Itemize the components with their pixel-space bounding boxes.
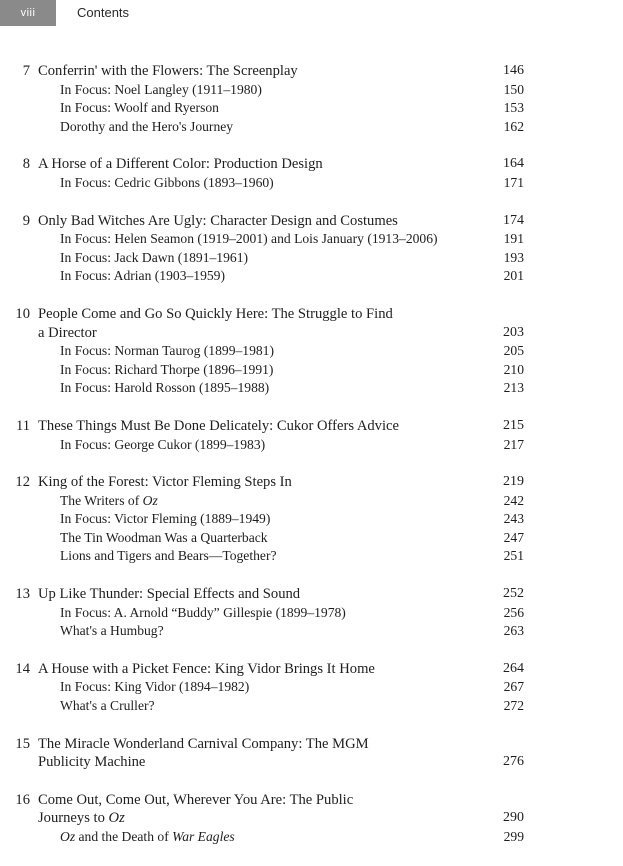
entry-page-number: 272: [503, 698, 524, 714]
toc-entry-title: In Focus: Jack Dawn (1891–1961): [60, 249, 249, 265]
chapter-title: A House with a Picket Fence: King Vidor Brings It Home: [38, 660, 375, 677]
chapter-number: 12: [15, 474, 30, 491]
chapter-title: Publicity Machine: [38, 754, 146, 771]
toc-chapter: [0, 791, 623, 847]
chapter-title: A Horse of a Different Color: Production Design: [38, 156, 323, 173]
entry-title-italic: War Eagles: [172, 829, 235, 844]
chapter-title-line: [0, 791, 623, 810]
chapter-number: 8: [22, 156, 30, 173]
toc-entry: [0, 604, 623, 623]
chapter-title-line: [0, 305, 623, 324]
chapter-page-number: 203: [503, 324, 524, 340]
entry-page-number: 243: [503, 511, 524, 527]
chapter-title-line: [0, 417, 623, 436]
page-header: [0, 0, 623, 26]
toc-entry-title: Lions and Tigers and Bears—Together?: [60, 548, 277, 564]
toc-entry-title: In Focus: Noel Langley (1911–1980): [60, 81, 262, 97]
chapter-title-line: [0, 155, 623, 174]
toc-chapter: [0, 473, 623, 566]
entry-title-italic: Oz: [60, 829, 76, 844]
toc-entry: [0, 267, 623, 286]
toc-entry-title: The Tin Woodman Was a Quarterback: [60, 529, 268, 545]
toc-entry-title: In Focus: Cedric Gibbons (1893–1960): [60, 174, 274, 190]
chapter-page-number: 264: [503, 660, 524, 676]
entry-title-italic: Oz: [142, 492, 158, 508]
chapter-title-line: [0, 62, 623, 81]
chapter-page-number: 164: [503, 156, 524, 172]
entry-page-number: 213: [503, 380, 524, 396]
toc-entry: [0, 118, 623, 137]
entry-page-number: 256: [503, 604, 524, 620]
chapter-title: Journeys to Oz: [38, 810, 125, 827]
chapter-page-number: 146: [503, 63, 524, 78]
entry-page-number: 299: [503, 829, 524, 844]
chapter-title-line: [0, 324, 623, 343]
chapter-page-number: 276: [503, 754, 524, 770]
entry-page-number: 205: [503, 343, 524, 359]
toc-entry: [0, 510, 623, 529]
toc-entry: [0, 547, 623, 566]
toc-entry-title: In Focus: Adrian (1903–1959): [60, 268, 225, 284]
chapter-title: King of the Forest: Victor Fleming Steps In: [38, 474, 292, 491]
chapter-title: Conferrin' with the Flowers: The Screenplay: [38, 63, 298, 79]
chapter-title: Up Like Thunder: Special Effects and Sound: [38, 586, 301, 603]
toc-entry: [0, 436, 623, 455]
toc-chapter: [0, 212, 623, 286]
entry-page-number: 193: [503, 249, 524, 265]
chapter-number: 15: [15, 735, 30, 752]
toc-entry-title: Dorothy and the Hero's Journey: [60, 118, 234, 134]
toc-entry-title: What's a Humbug?: [60, 623, 164, 639]
toc-entry-title: The Writers of Oz: [60, 492, 158, 508]
chapter-number: 10: [15, 305, 30, 322]
entry-page-number: 210: [503, 361, 524, 377]
toc-entry: [0, 697, 623, 716]
chapter-title: These Things Must Be Done Delicately: Cukor Offers Advice: [38, 417, 399, 434]
table-of-contents: [0, 62, 623, 866]
toc-chapter: [0, 155, 623, 192]
entry-page-number: 162: [503, 118, 524, 134]
toc-entry: [0, 361, 623, 380]
toc-chapter: [0, 62, 623, 136]
chapter-page-number: 215: [503, 417, 524, 433]
entry-page-number: 267: [503, 679, 524, 695]
running-head: Contents: [77, 5, 130, 20]
toc-entry-title: In Focus: A. Arnold “Buddy” Gillespie (1899–1978): [60, 604, 346, 620]
toc-entry-title: In Focus: Victor Fleming (1889–1949): [60, 511, 271, 527]
toc-entry: [0, 622, 623, 641]
toc-entry: [0, 828, 623, 847]
entry-page-number: 201: [503, 268, 524, 284]
toc-entry: [0, 342, 623, 361]
chapter-number: 7: [22, 63, 30, 79]
toc-entry: [0, 230, 623, 249]
entry-page-number: 247: [503, 529, 524, 545]
chapter-page-number: 219: [503, 474, 524, 490]
chapter-title: The Miracle Wonderland Carnival Company: The MGM: [38, 735, 369, 752]
chapter-title: a Director: [38, 324, 97, 341]
toc-entry-title: In Focus: Harold Rosson (1895–1988): [60, 380, 270, 396]
toc-entry: [0, 529, 623, 548]
toc-chapter: [0, 735, 623, 772]
chapter-title-line: [0, 735, 623, 754]
toc-entry-title: In Focus: Norman Taurog (1899–1981): [60, 343, 275, 359]
toc-entry-title: In Focus: Helen Seamon (1919–2001) and Lois January (1913–2006): [60, 231, 438, 247]
chapter-title: Come Out, Come Out, Wherever You Are: The Public: [38, 791, 354, 808]
toc-chapter: [0, 660, 623, 716]
chapter-page-number: 174: [503, 212, 524, 228]
chapter-number: 11: [15, 417, 30, 434]
chapter-page-number: 290: [503, 810, 524, 826]
entry-page-number: 171: [503, 174, 524, 190]
chapter-title-italic: Oz: [108, 810, 125, 827]
entry-page-number: 150: [503, 81, 524, 97]
toc-entry: [0, 379, 623, 398]
toc-entry: [0, 99, 623, 118]
toc-entry: [0, 249, 623, 268]
toc-entry-title: What's a Cruller?: [60, 698, 155, 714]
toc-entry: [0, 678, 623, 697]
chapter-title-line: [0, 212, 623, 231]
toc-entry: [0, 81, 623, 100]
toc-entry-title: In Focus: Richard Thorpe (1896–1991): [60, 361, 274, 377]
chapter-title: People Come and Go So Quickly Here: The Struggle to Find: [38, 305, 393, 322]
chapter-title-line: [0, 809, 623, 828]
toc-entry: [0, 492, 623, 511]
chapter-number: 13: [15, 586, 30, 603]
chapter-title-line: [0, 753, 623, 772]
chapter-title-line: [0, 660, 623, 679]
toc-entry-title: Oz and the Death of War Eagles: [60, 829, 235, 844]
toc-entry-title: In Focus: King Vidor (1894–1982): [60, 679, 250, 695]
entry-page-number: 153: [503, 100, 524, 116]
chapter-page-number: 252: [503, 586, 524, 602]
chapter-number: 9: [22, 212, 30, 229]
chapter-title-line: [0, 585, 623, 604]
chapter-title-line: [0, 473, 623, 492]
entry-page-number: 242: [503, 492, 524, 508]
chapter-number: 16: [15, 791, 30, 808]
toc-chapter: [0, 417, 623, 454]
toc-entry: [0, 174, 623, 193]
entry-page-number: 217: [503, 436, 524, 452]
chapter-number: 14: [15, 660, 30, 677]
toc-entry-title: In Focus: Woolf and Ryerson: [60, 100, 219, 116]
toc-chapter: [0, 585, 623, 641]
toc-entry-title: In Focus: George Cukor (1899–1983): [60, 436, 266, 452]
entry-page-number: 263: [503, 623, 524, 639]
entry-page-number: 251: [503, 548, 524, 564]
chapter-title: Only Bad Witches Are Ugly: Character Design and Costumes: [38, 212, 398, 229]
page-number-tab: viii: [0, 0, 56, 26]
toc-chapter: [0, 305, 623, 398]
entry-page-number: 191: [503, 231, 524, 247]
